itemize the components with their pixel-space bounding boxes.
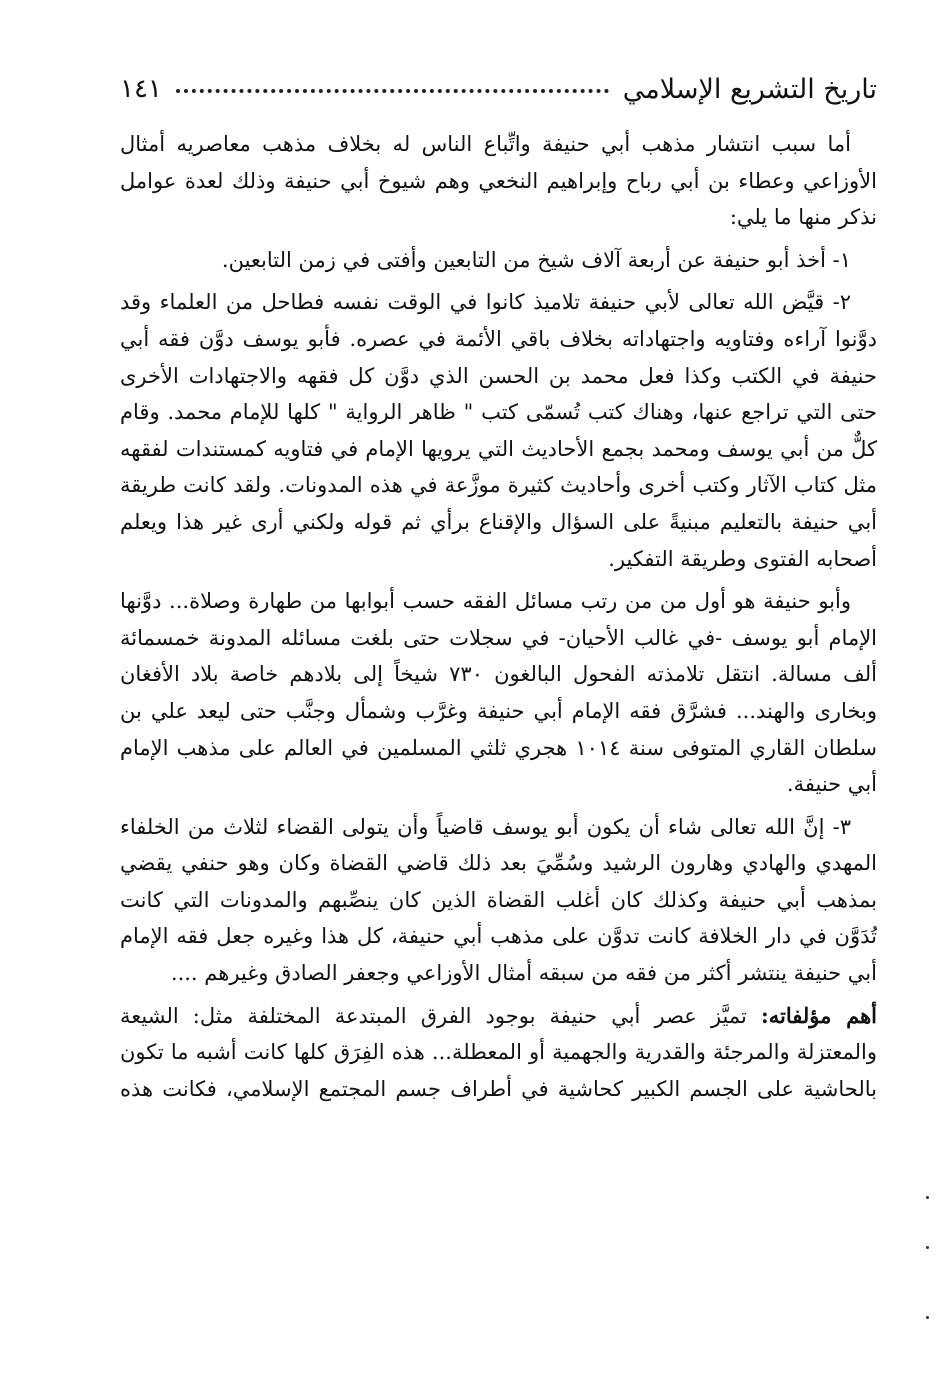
works-heading: أهم مؤلفاته: [760,1002,877,1028]
margin-speck [926,1196,929,1199]
works-text: تميَّز عصر أبي حنيفة بوجود الفرق المبتدعة المختلفة مثل: الشيعة والمعتزلة والمرجئة والقدرية والجهمية أو المعطلة... هذه الفِرَق كلها كانت أشبه ما تكون بالحاشية على الجسم الكبير كحاشية في أطراف جسم المجتمع الإسلامي، فكانت هذه [120,1003,877,1101]
paragraph-intro: أما سبب انتشار مذهب أبي حنيفة واتِّباع الناس له بخلاف مذهب معاصريه أمثال الأوزاعي وعطاء بن أبي رباح وإبراهيم النخعي وهم شيوخ أبي حنيفة وذلك لعدة عوامل نذكر منها ما يلي: [120,132,877,230]
paragraph-point-2: ٢- قيَّض الله تعالى لأبي حنيفة تلاميذ كانوا في الوقت نفسه فطاحل من العلماء وقد دوَّنوا آراءه وفتاويه واجتهاداته بخلاف باقي الأئمة في عصره. فأبو يوسف دوَّن فقه أبي حنيفة في الكتب وكذا فعل محمد بن الحسن الذي دوَّن كل فقهه والاجتهادات الأخرى حتى التي تراجع عنها، وهناك كتب تُسمّى كتب " ظاهر الرواية " كلها للإمام محمد. وقام كلٌّ من أبي يوسف ومحمد بجمع الأحاديث التي يرويها الإمام في فتاويه كمستندات لفقهه مثل كتاب الآثار وكتب أخرى وأحاديث كثيرة موزَّعة في هذه المدونات. ولقد كانت طريقة أبي حنيفة بالتعليم مبنيةً على السؤال والإقناع برأي ثم قوله ولكني أرى غير هذا ويعلم أصحابه الفتوى وطريقة التفكير. [120,290,877,571]
running-header [120,66,877,112]
paragraph-abu-hanifa: وأبو حنيفة هو أول من من رتب مسائل الفقه حسب أبوابها من طهارة وصلاة... دوَّنها الإمام أبو يوسف -في غالب الأحيان- في سجلات حتى بلغت مسائله المدونة خمسمائة ألف مسالة. انتقل تلامذته الفحول البالغون ٧٣٠ شيخاً إلى بلادهم خاصة بلاد الأفغان وبخارى والهند... فشرَّق فقه الإمام أبي حنيفة وغرَّب وشمأل وجنَّب حتى ليعد علي بن سلطان القاري المتوفى سنة ١٠١٤ هجري ثلثي المسلمين في العالم على مذهب الإمام أبي حنيفة. [120,589,877,797]
page-number: ١٤١ [120,74,162,104]
header-dot-leader [176,89,609,93]
header-title: تاريخ التشريع الإسلامي [622,73,877,105]
margin-speck [926,1316,929,1319]
paragraph-point-3: ٣- إنَّ الله تعالى شاء أن يكون أبو يوسف قاضياً وأن يتولى القضاء لثلاث من الخلفاء المهدي والهادي وهارون الرشيد وسُمِّيَ بعد ذلك قاضي القضاة وكان وهو حنفي يقضي بمذهب أبي حنيفة وكذلك كان أغلب القضاة الذين كان ينصِّبهم والمدونات التي كانت تُدَوَّن في دار الخلافة كانت تدوَّن على مذهب أبي حنيفة، كل هذا وغيره جعل فقه الإمام أبي حنيفة ينتشر أكثر من فقه من سبقه أمثال الأوزاعي وجعفر الصادق وغيرهم .... [120,814,877,986]
page-body [120,126,877,1113]
margin-speck [926,1246,929,1249]
paragraph-works [120,998,877,1108]
paragraph-point-1: ١- أخذ أبو حنيفة عن أربعة آلاف شيخ من التابعين وأفتى في زمن التابعين. [221,247,851,272]
